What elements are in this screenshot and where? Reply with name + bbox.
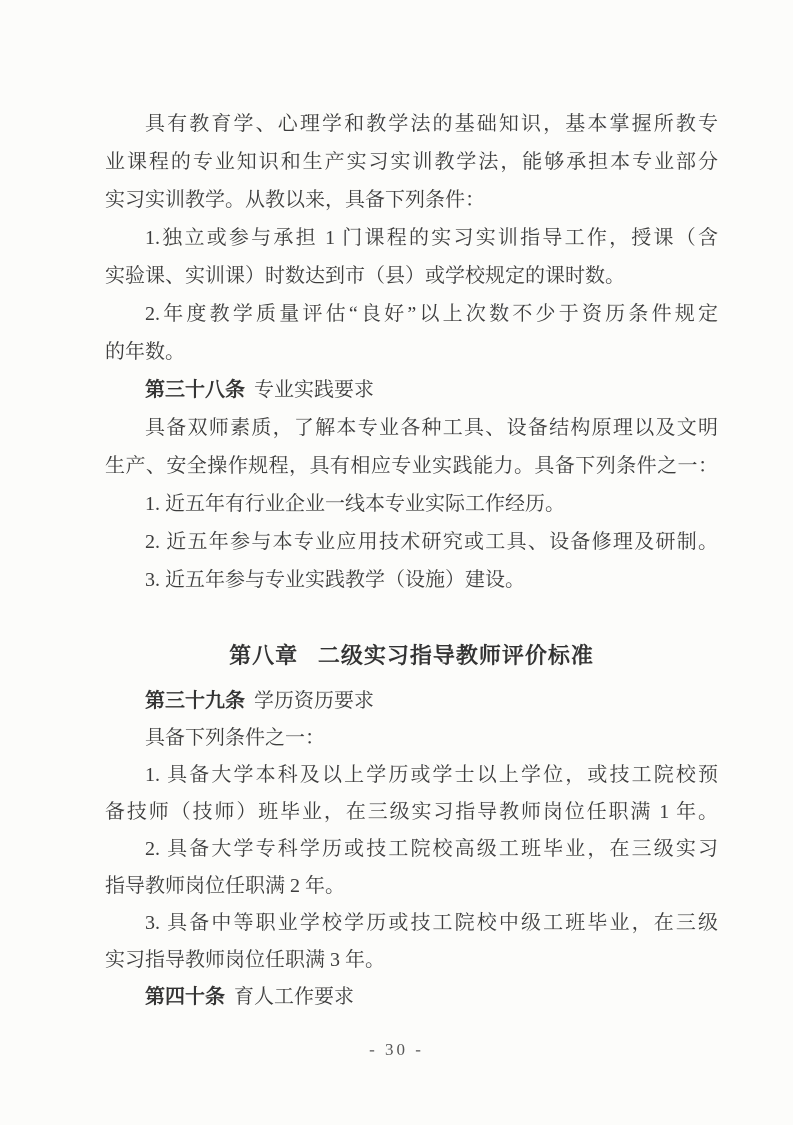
text-line: 具有教育学、心理学和教学法的基础知识，基本掌握所教专 [145,113,718,135]
text-line: 具备双师素质，了解本专业各种工具、设备结构原理以及文明 [145,417,718,439]
page-number: - 30 - [369,1040,424,1059]
text-line: 3. 近五年参与专业实践教学（设施）建设。 [145,569,525,591]
chapter-8-body [105,683,718,1016]
text-line: 业课程的专业知识和生产实习实训教学法，能够承担本专业部分 [105,151,718,173]
article-heading-39 [105,683,718,720]
chapter-heading-8 [105,637,718,675]
text-line: 实习指导教师岗位任职满 3 年。 [105,949,385,971]
text-line: 1. 近五年有行业企业一线本专业实际工作经历。 [145,493,565,515]
text-line: 1.独立或参与承担 1 门课程的实习实训指导工作，授课（含 [145,227,718,249]
text-line: 3. 具备中等职业学校学历或技工院校中级工班毕业，在三级 [145,912,718,934]
text-line: 2. 近五年参与本专业应用技术研究或工具、设备修理及研制。 [145,531,718,553]
article-number: 第三十九条 [145,690,245,712]
chapter-title: 二级实习指导教师评价标准 [317,643,594,668]
article-heading-38 [105,371,718,409]
article-heading-40 [105,979,718,1016]
article-title: 育人工作要求 [234,986,354,1008]
text-line: 生产、安全操作规程，具有相应专业实践能力。具备下列条件之一： [105,455,718,477]
text-line: 1. 具备大学本科及以上学历或学士以上学位，或技工院校预 [145,764,718,786]
page-content [105,105,718,1016]
text-line: 实习实训教学。从教以来，具备下列条件： [105,189,485,211]
text-line: 2. 具备大学专科学历或技工院校高级工班毕业，在三级实习 [145,838,718,860]
text-line: 2.年度教学质量评估“良好”以上次数不少于资历条件规定 [145,303,718,325]
text-line: 的年数。 [105,341,185,363]
chapter-number: 第八章 [229,643,299,668]
article-title: 专业实践要求 [254,379,374,401]
text-line: 具备下列条件之一： [145,727,325,749]
text-line: 实验课、实训课）时数达到市（县）或学校规定的课时数。 [105,265,625,287]
text-line: 备技师（技师）班毕业，在三级实习指导教师岗位任职满 1 年。 [105,801,718,823]
article-number: 第三十八条 [145,379,245,401]
text-line: 指导教师岗位任职满 2 年。 [105,875,345,897]
article-number: 第四十条 [145,986,225,1008]
article-title: 学历资历要求 [254,690,374,712]
